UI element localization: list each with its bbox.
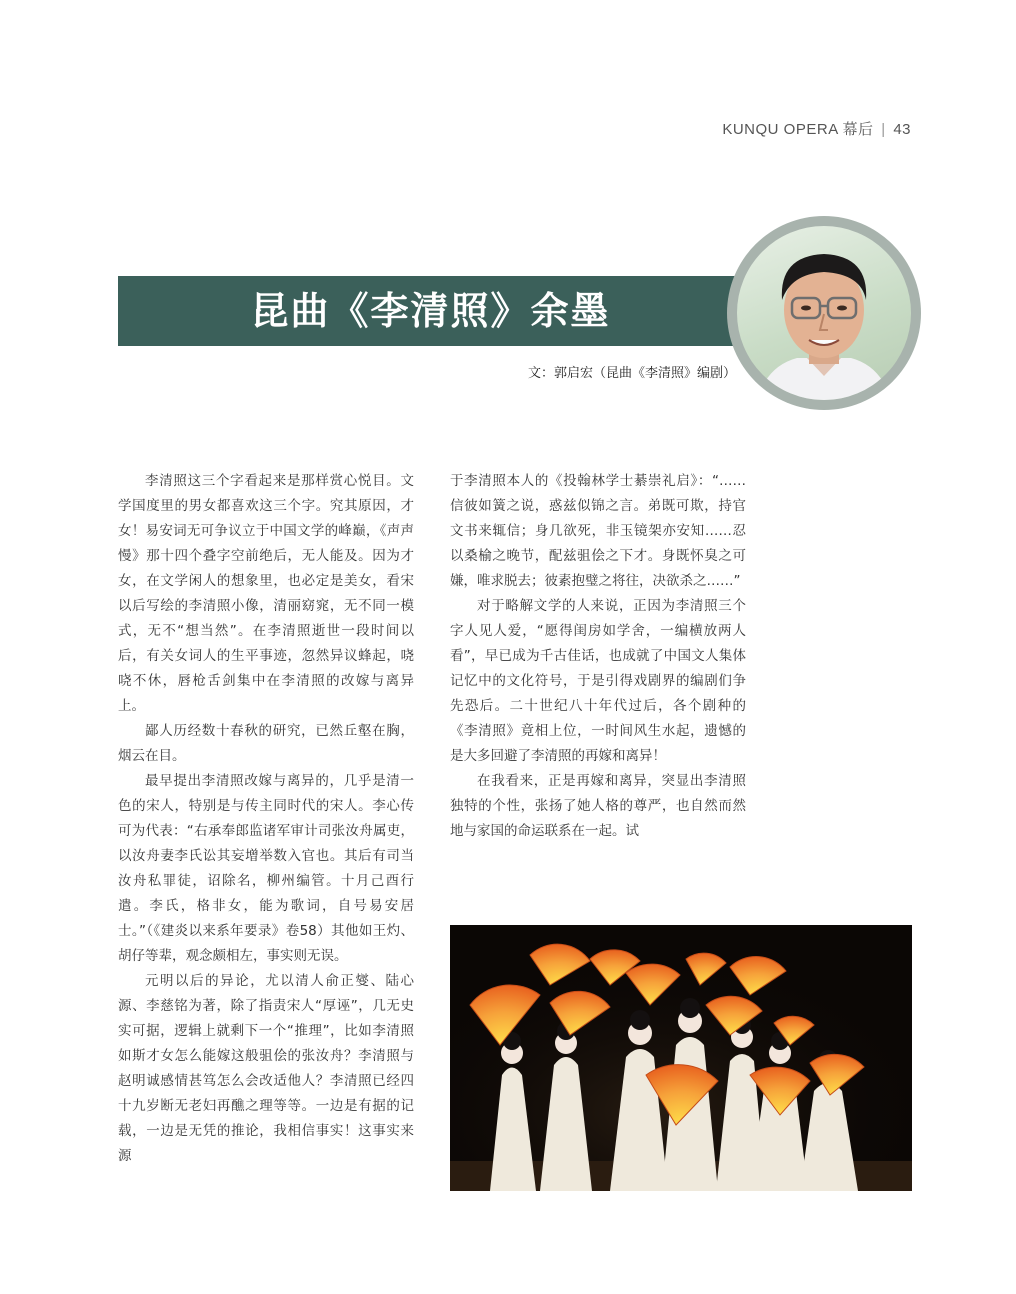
- author-byline: 文：郭启宏（昆曲《李清照》编剧）: [527, 366, 736, 381]
- body-paragraph: 李清照这三个字看起来是那样赏心悦目。文学国度里的男女都喜欢这三个字。究其原因，才女！易安词无可争议立于中国文学的峰巅，《声声慢》那十四个叠字空前绝后，无人能及。因为才女，在文学闲人的想象里，也必定是美女，看宋以后写绘的李清照小像，清丽窈窕，无不同一模式，无不“想当然”。在李清照逝世一段时间以后，有关女词人的生平事迹，忽然异议蜂起，哓哓不休，唇枪舌剑集中在李清照的改嫁与离异上。: [118, 473, 414, 714]
- right-text-column: [450, 469, 746, 889]
- stage-photo-illustration: [450, 925, 912, 1191]
- header-separator: |: [881, 121, 886, 138]
- body-paragraph: 最早提出李清照改嫁与离异的，几乎是清一色的宋人，特别是与传主同时代的宋人。李心传可为代表：“右承奉郎监诸军审计司张汝舟属吏，以汝舟妻李氏讼其妄增举数入官也。其后有司当汝舟私罪徒，诏除名，柳州编管。十月己酉行遣。李氏，格非女，能为歌词，自号易安居士。”（《建炎以来系年要录》卷58）其他如王灼、胡仔等辈，观念颇相左，事实则无误。: [118, 773, 414, 964]
- body-paragraph: 对于略解文学的人来说，正因为李清照三个字人见人爱，“愿得闺房如学舍，一编横放两人看”，早已成为千古佳话，也成就了中国文人集体记忆中的文化符号，于是引得戏剧界的编剧们争先恐后。二十世纪八十年代过后，各个剧种的《李清照》竟相上位，一时间风生水起，遗憾的是大多回避了李清照的再嫁和离异！: [450, 598, 746, 764]
- section-label-cn: 幕后: [842, 121, 874, 138]
- portrait-illustration: [737, 226, 911, 400]
- page-number: 43: [893, 121, 911, 138]
- left-text-column: [118, 469, 414, 1199]
- section-label-en: KUNQU OPERA: [722, 121, 838, 138]
- body-paragraph-continued: 于李清照本人的《投翰林学士綦崇礼启》：“……信彼如簧之说，惑兹似锦之言。弟既可欺，持官文书来辄信；身几欲死，非玉镜架亦安知……忍以桑榆之晚节，配兹驵侩之下才。身既怀臭之可嫌，唯求脱去；彼素抱璧之将往，决欲杀之……”: [450, 473, 746, 589]
- body-paragraph: 元明以后的异论，尤以清人俞正燮、陆心源、李慈铭为著，除了指责宋人“厚诬”，几无史实可据，逻辑上就剩下一个“推理”，比如李清照如斯才女怎么能嫁这般驵侩的张汝舟？李清照与赵明诚感情甚笃怎么会改适他人？李清照已经四十九岁断无老妇再醮之理等等。一边是有据的记载，一边是无凭的推论，我相信事实！这事实来源: [118, 973, 414, 1164]
- author-portrait: [737, 226, 911, 400]
- article-title: 昆曲《李清照》余墨: [250, 288, 611, 333]
- body-paragraph: 鄙人历经数十春秋的研究，已然丘壑在胸，烟云在目。: [118, 723, 414, 764]
- body-paragraph: 在我看来，正是再嫁和离异，突显出李清照独特的个性，张扬了她人格的尊严，也自然而然地与家国的命运联系在一起。试: [450, 773, 746, 839]
- running-header: [722, 118, 911, 139]
- stage-photo: [450, 925, 912, 1191]
